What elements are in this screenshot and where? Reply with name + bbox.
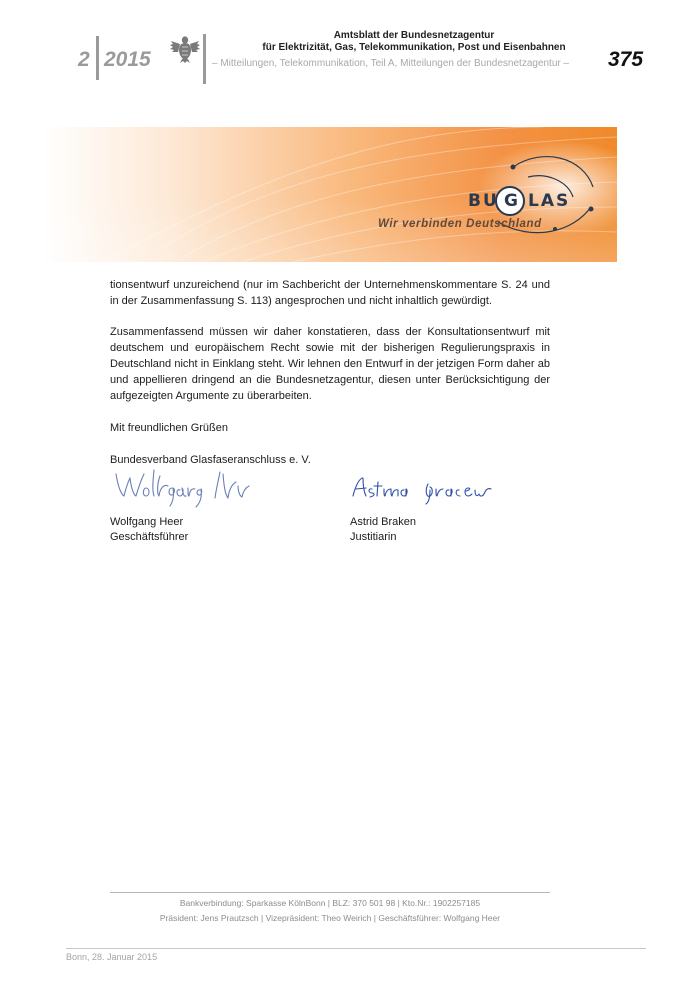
signer-role: Justitiarin bbox=[350, 530, 397, 543]
letter-body bbox=[110, 277, 550, 483]
closing-salutation: Mit freundlichen Grüßen bbox=[110, 422, 228, 434]
logo-text-bu: BU bbox=[468, 191, 499, 211]
paragraph: tionsentwurf unzureichend (nur im Sachbericht der Unternehmenskommentare S. 24 und in der Zusammenfassung S. 113) angesprochen und nicht inhaltlich gewürdigt. bbox=[110, 279, 550, 307]
issue-year: 2015 bbox=[104, 48, 151, 71]
issue-number: 2 bbox=[78, 48, 90, 71]
signer-name: Wolfgang Heer bbox=[110, 516, 184, 528]
signature-wolfgang-heer bbox=[112, 464, 272, 514]
signer-role: Geschäftsführer bbox=[110, 530, 189, 543]
buglas-banner bbox=[43, 127, 617, 262]
footer-divider bbox=[110, 892, 550, 893]
footer-board-members: Präsident: Jens Prautzsch | Vizepräsident: Theo Weirich | Geschäftsführer: Wolfgang Heer bbox=[159, 913, 501, 923]
organization-name: Bundesverband Glasfaseranschluss e. V. bbox=[110, 454, 311, 466]
page-bottom-divider bbox=[66, 948, 646, 949]
gazette-title: Amtsblatt der Bundesnetzagentur bbox=[333, 30, 495, 41]
logo-text-g: G bbox=[504, 191, 520, 211]
gazette-subtitle: – Mitteilungen, Telekommunikation, Teil A, Mitteilungen der Bundesnetzagentur – bbox=[212, 58, 570, 69]
header-divider bbox=[96, 36, 99, 80]
signature-astrid-braken bbox=[350, 474, 500, 511]
signer-block-2 bbox=[350, 515, 416, 544]
gazette-title-line2: für Elektrizität, Gas, Telekommunikation, Post und Eisenbahnen bbox=[262, 42, 566, 53]
paragraph: Zusammenfassend müssen wir daher konstatieren, dass der Konsultationsentwurf mit deutschem und europäischem Recht sowie mit der bisherigen Regulierungspraxis in Deutschland nicht in Einklang steht. Wir lehnen den Entwurf in der jetzigen Form daher ab und appellieren dringend an die Bundesnetzagentur, diesen unter Berücksichtigung der aufgezeigten Argumente zu überarbeiten. bbox=[110, 326, 550, 402]
page-number: 375 bbox=[608, 48, 644, 71]
signer-name: Astrid Braken bbox=[350, 516, 417, 528]
banner-tagline: Wir verbinden Deutschland bbox=[378, 218, 542, 230]
logo-text-las: LAS bbox=[528, 191, 571, 211]
document-date: Bonn, 28. Januar 2015 bbox=[66, 952, 158, 962]
header-divider bbox=[203, 34, 206, 84]
footer-bank-details: Bankverbindung: Sparkasse KölnBonn | BLZ: 370 501 98 | Kto.Nr.: 1902257185 bbox=[179, 898, 481, 908]
federal-eagle-icon bbox=[170, 32, 200, 64]
signer-block-1 bbox=[110, 515, 188, 544]
